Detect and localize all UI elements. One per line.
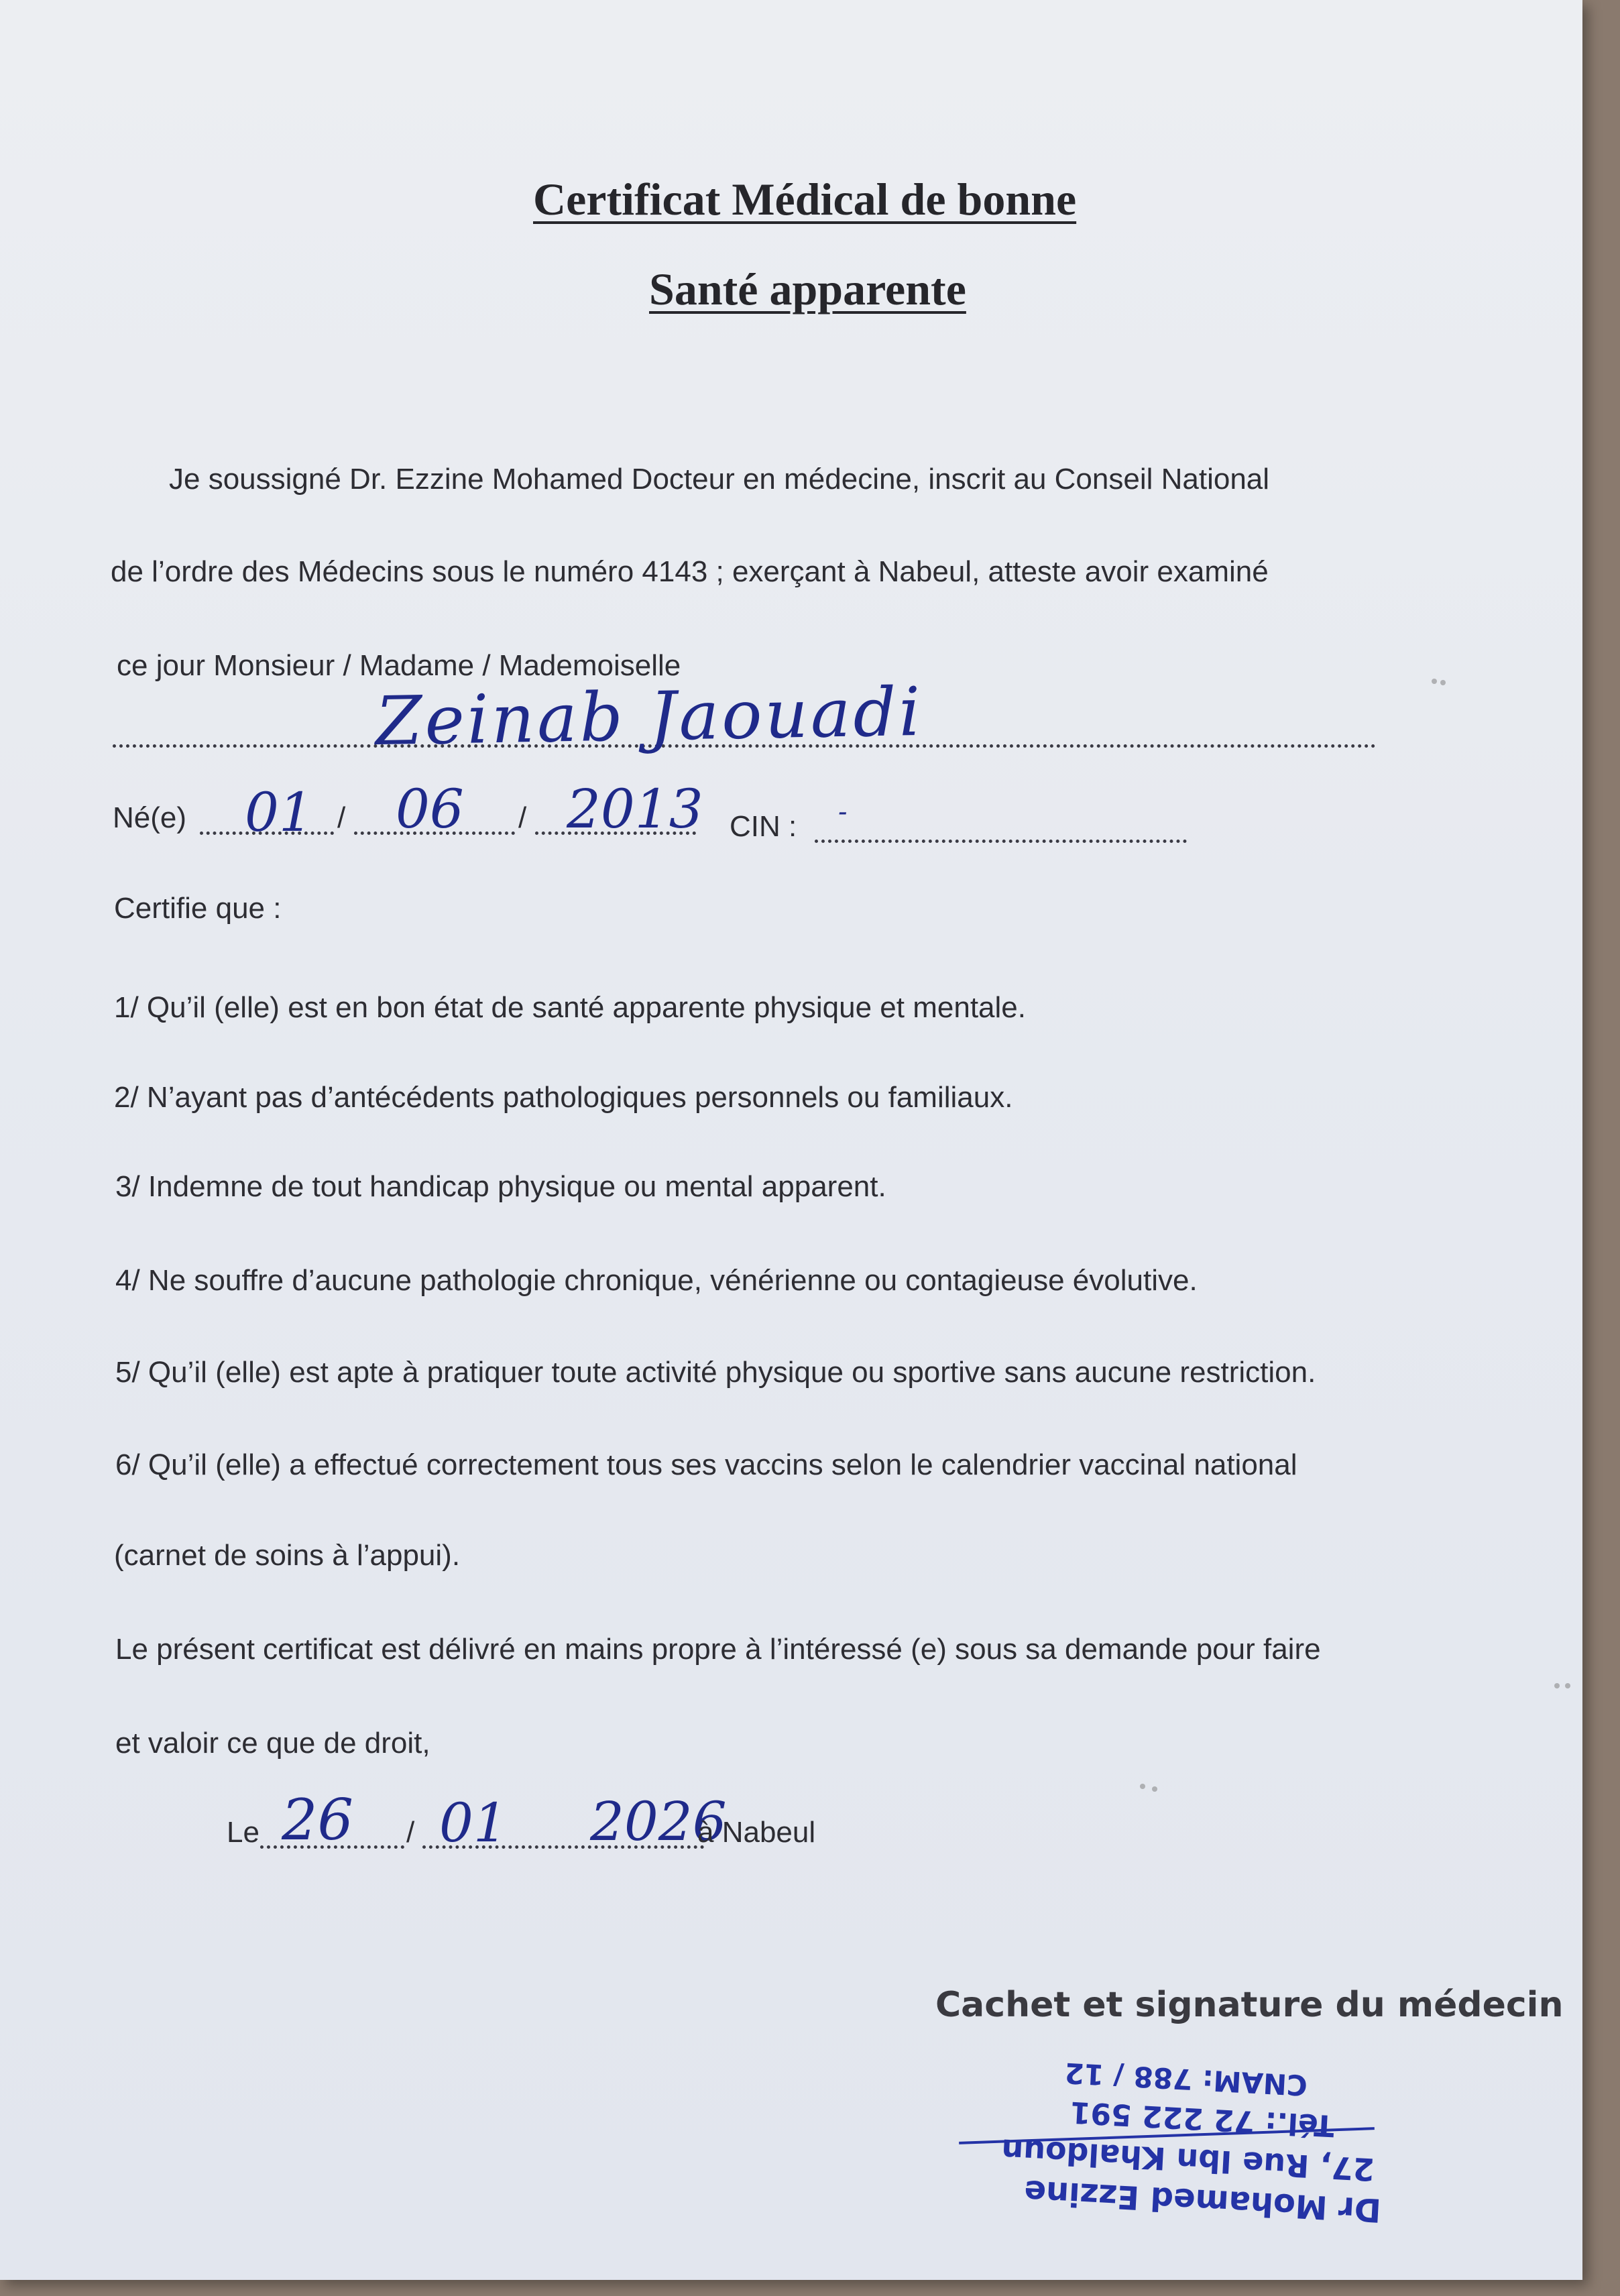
birth-month-handwritten: 06	[396, 778, 464, 840]
intro-line-1: Je soussigné Dr. Ezzine Mohamed Docteur en médecine, inscrit au Conseil National	[169, 463, 1270, 496]
signature-label: Cachet et signature du médecin	[935, 1985, 1564, 2025]
doctor-stamp	[945, 2018, 1388, 2229]
paper-speck	[1432, 679, 1437, 684]
cin-dots	[815, 840, 1187, 843]
certifie-heading: Certifie que :	[114, 892, 282, 925]
birth-day-handwritten: 01	[245, 781, 313, 844]
closing-line-2: et valoir ce que de droit,	[115, 1727, 430, 1760]
stamp-line-1: Dr Mohamed Ezzine	[1023, 2173, 1383, 2229]
intro-line-2: de l’ordre des Médecins sous le numéro 4143 ; exerçant à Nabeul, atteste avoir examiné	[111, 555, 1269, 588]
birth-slash-2: /	[518, 801, 527, 834]
date-month-handwritten: 01	[439, 1792, 508, 1854]
birth-label: Né(e)	[113, 801, 187, 834]
paper-speck	[1554, 1683, 1560, 1688]
item-5: 5/ Qu’il (elle) est apte à pratiquer toute activité physique ou sportive sans aucune restriction.	[115, 1356, 1316, 1389]
cin-handwritten: -	[838, 797, 848, 827]
title-line-1: Certificat Médical de bonne	[533, 174, 1077, 225]
paper-speck	[1140, 1784, 1145, 1789]
date-place: à Nabeul	[697, 1816, 816, 1849]
stamp-line-3: Tél.: 72 222 591	[1069, 2094, 1336, 2143]
item-1: 1/ Qu’il (elle) est en bon état de santé apparente physique et mentale.	[114, 991, 1026, 1024]
item-6: 6/ Qu’il (elle) a effectué correctement tous ses vaccins selon le calendrier vaccinal national	[115, 1448, 1297, 1481]
date-label: Le	[227, 1816, 259, 1849]
closing-line-1: Le présent certificat est délivré en mains propre à l’intéressé (e) sous sa demande pour faire	[115, 1633, 1321, 1666]
paper-speck	[1565, 1683, 1570, 1688]
stamp-line-2: 27, Rue Ibn Khaldoun	[1000, 2132, 1376, 2188]
item-3: 3/ Indemne de tout handicap physique ou mental apparent.	[115, 1170, 886, 1203]
intro-line-3: ce jour Monsieur / Madame / Mademoiselle	[117, 649, 681, 682]
cin-label: CIN :	[730, 810, 797, 843]
paper-speck	[1152, 1786, 1157, 1792]
item-2: 2/ N’ayant pas d’antécédents pathologiques personnels ou familiaux.	[114, 1081, 1013, 1114]
item-6-continued: (carnet de soins à l’appui).	[114, 1539, 461, 1572]
birth-slash-1: /	[337, 801, 346, 834]
stamp-line-4: CNAM: 788 / 12	[1063, 2056, 1309, 2102]
patient-name-handwritten: Zeinab Jaouadi	[375, 672, 924, 761]
date-day-handwritten: 26	[282, 1787, 353, 1853]
item-4: 4/ Ne souffre d’aucune pathologie chronique, vénérienne ou contagieuse évolutive.	[115, 1264, 1198, 1297]
date-slash: /	[406, 1816, 415, 1849]
date-year-handwritten: 2026	[590, 1790, 727, 1853]
birth-year-handwritten: 2013	[567, 778, 703, 840]
paper-speck	[1440, 680, 1446, 685]
title-line-2: Santé apparente	[649, 264, 966, 314]
